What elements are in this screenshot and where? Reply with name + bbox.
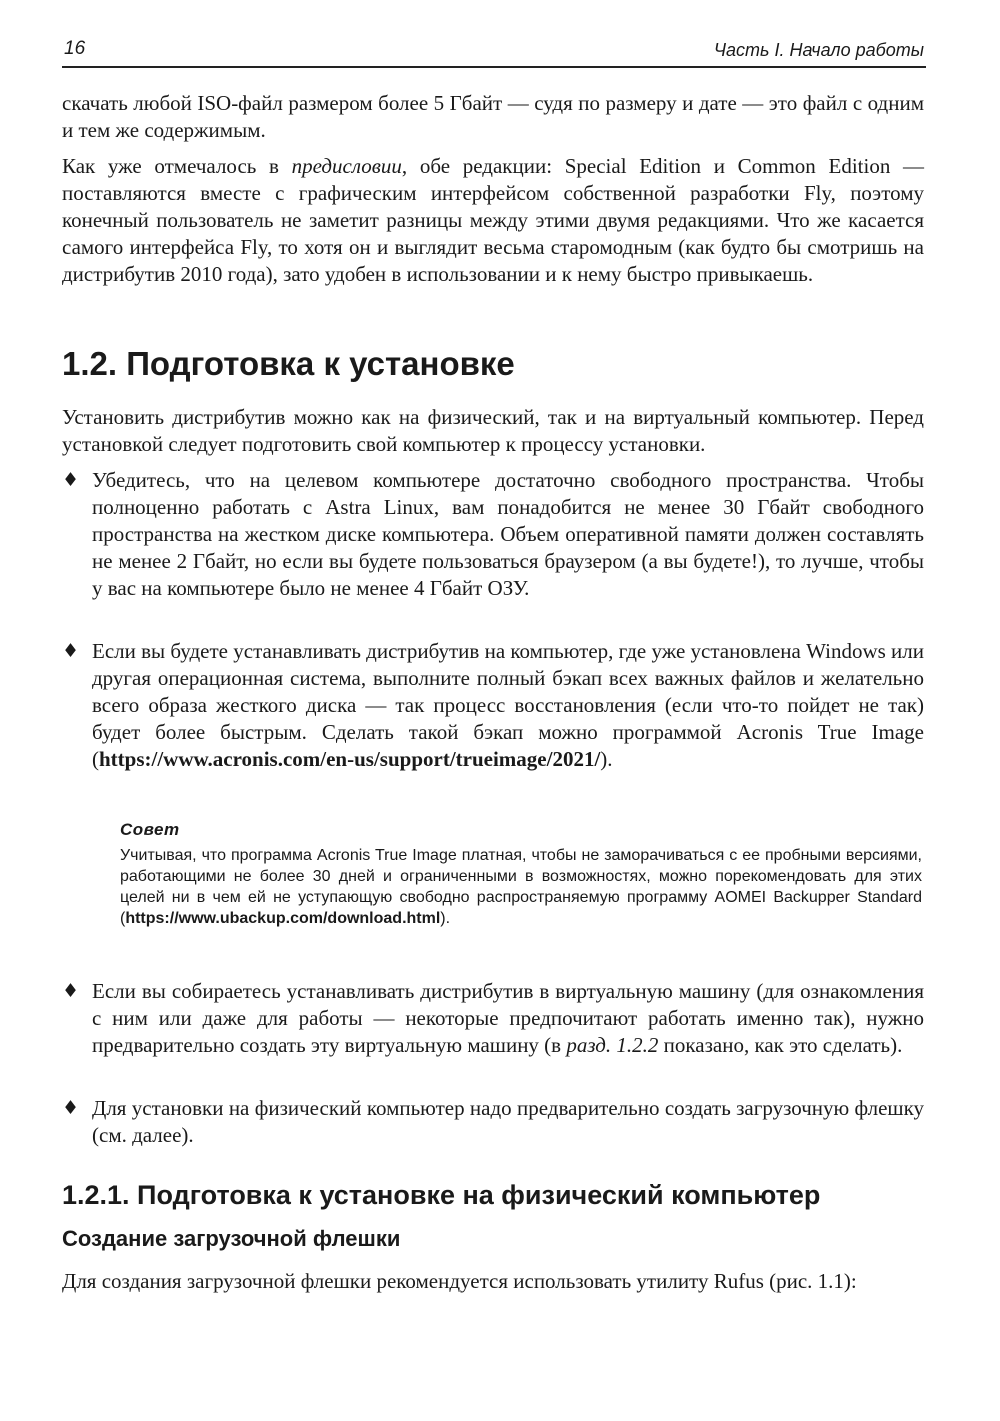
- tip-box: [120, 820, 922, 929]
- running-header: [62, 36, 926, 68]
- bullet-text: Если вы собираетесь устанавливать дистрибутив в виртуальную машину (для ознакомления с ним или даже для работы — некоторые предпочитают работать именно так), нужно предварительно создать эту виртуальную машину (в разд. 1.2.2 показано, как это сделать).: [92, 979, 924, 1057]
- bullet-text: Убедитесь, что на целевом компьютере достаточно свободного пространства. Чтобы полноценно работать с Astra Linux, вам понадобится не менее 30 Гбайт свободного пространства на жестком диске компьютера. Объем оперативной памяти должен составлять не менее 2 Гбайт, но если вы будете пользоваться браузером (а вы будете!), то лучше, чтобы у вас на компьютере было не менее 4 Гбайт ОЗУ.: [92, 468, 924, 600]
- intro-paragraph-1: скачать любой ISO-файл размером более 5 Гбайт — судя по размеру и дате — это файл с одним и тем же содержимым.: [62, 91, 924, 142]
- section-reference: разд. 1.2.2: [566, 1033, 659, 1057]
- tip-text: Учитывая, что программа Acronis True Image платная, чтобы не заморачиваться с ее пробными версиями, работающими не более 30 дней и ограниченными в возможностях, можно порекомендовать для этих целей ни в чем ей не уступающую свободно распространяемую программу AOMEI Backupper Standard (https://www.ubackup.com/download.html).: [120, 847, 922, 927]
- bullet-item: [62, 978, 924, 1059]
- running-title: Часть I. Начало работы: [713, 40, 924, 60]
- subsection-heading: 1.2.1. Подготовка к установке на физический компьютер: [62, 1180, 821, 1210]
- section-lead-paragraph: Установить дистрибутив можно как на физический, так и на виртуальный компьютер. Перед установкой следует подготовить свой компьютер к процессу установки.: [62, 405, 924, 456]
- bullet-text: Если вы будете устанавливать дистрибутив на компьютер, где уже установлена Windows или другая операционная система, выполните полный бэкап всех важных файлов и желательно всего образа жесткого диска — так процесс восстановления (если что-то пойдет не так) будет более быстрым. Сделать такой бэкап можно программой Acronis True Image (https://www.acronis.com/en-us/support/trueimage/2021/).: [92, 639, 924, 771]
- section-heading: 1.2. Подготовка к установке: [62, 345, 515, 382]
- ubackup-link[interactable]: https://www.ubackup.com/download.html: [125, 910, 441, 927]
- bullet-marker-icon: ♦: [62, 980, 80, 1002]
- page-number: 16: [64, 38, 86, 59]
- bullet-marker-icon: ♦: [62, 1097, 80, 1119]
- intro-paragraph-2: Как уже отмечалось в предисловии, обе редакции: Special Edition и Common Edition — поставляются вместе с графическим интерфейсом собственной разработки Fly, поэтому конечный пользователь не заметит разницы между этими двумя редакциями. Что же касается самого интерфейса Fly, то хотя он и выглядит весьма старомодным (как будто бы смотришь на дистрибутив 2010 года), зато удобен в использовании и к нему быстро привыкаешь.: [62, 154, 924, 286]
- preface-reference: предисловии: [291, 154, 402, 178]
- bullet-item: [62, 1095, 924, 1149]
- bullet-marker-icon: ♦: [62, 469, 80, 491]
- subsection-paragraph: Для создания загрузочной флешки рекомендуется использовать утилиту Rufus (рис. 1.1):: [62, 1269, 857, 1293]
- tip-title: Совет: [120, 820, 180, 839]
- bullet-item: [62, 467, 924, 602]
- acronis-link[interactable]: https://www.acronis.com/en-us/support/trueimage/2021/: [99, 747, 601, 771]
- bullet-marker-icon: ♦: [62, 640, 80, 662]
- bullet-item: [62, 638, 924, 773]
- subsubsection-heading: Создание загрузочной флешки: [62, 1226, 401, 1251]
- bullet-text: Для установки на физический компьютер надо предварительно создать загрузочную флешку (см. далее).: [92, 1096, 924, 1147]
